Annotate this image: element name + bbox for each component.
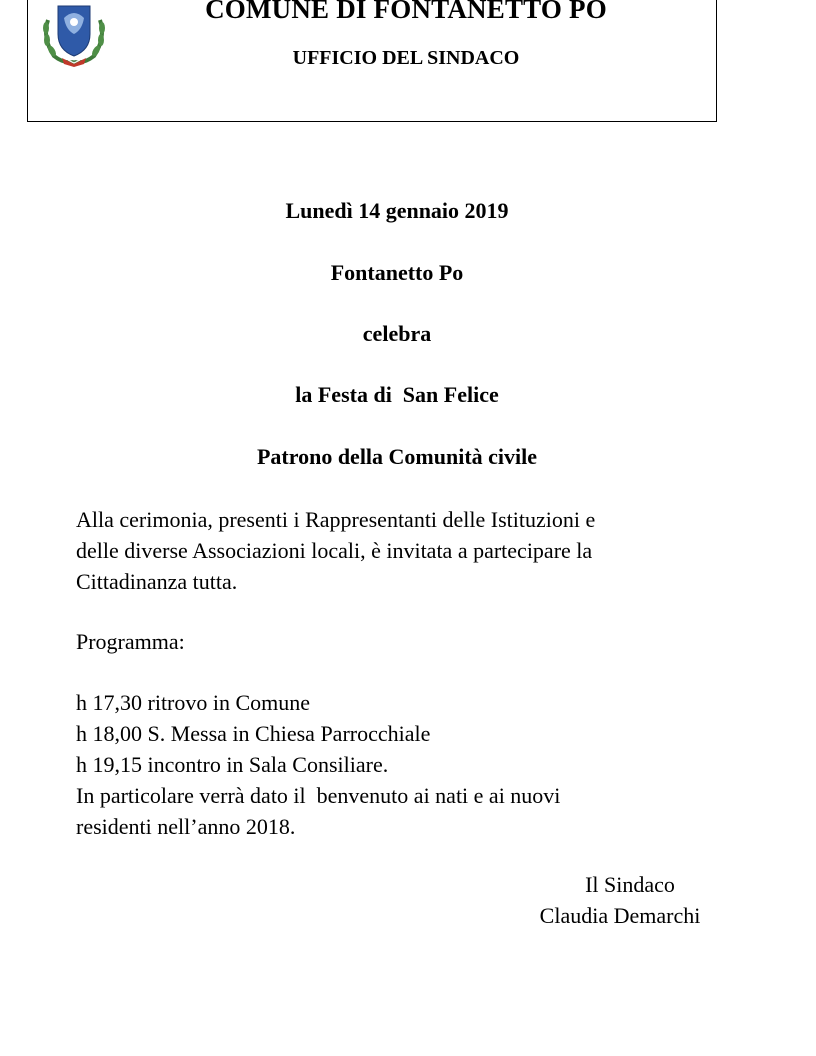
closing-line: In particolare verrà dato il benvenuto ai nati e ai nuovi <box>76 783 561 808</box>
closing-line: residenti nell’anno 2018. <box>76 814 296 839</box>
event-date: Lunedì 14 gennaio 2019 <box>285 198 509 223</box>
comune-title: COMUNE DI FONTANETTO PO <box>205 0 607 24</box>
event-patrono: Patrono della Comunità civile <box>256 444 538 469</box>
intro-paragraph <box>76 504 736 597</box>
signature-role: Il Sindaco <box>585 872 675 897</box>
intro-line: Cittadinanza tutta. <box>76 569 238 594</box>
schedule-item: h 17,30 ritrovo in Comune <box>76 690 311 715</box>
schedule-item: h 19,15 incontro in Sala Consiliare. <box>76 752 389 777</box>
signature-name: Claudia Demarchi <box>539 903 701 928</box>
event-verb: celebra <box>362 321 432 346</box>
schedule-list <box>76 687 736 842</box>
schedule-item: h 18,00 S. Messa in Chiesa Parrocchiale <box>76 721 431 746</box>
event-town: Fontanetto Po <box>330 260 464 285</box>
intro-line: delle diverse Associazioni locali, è invitata a partecipare la <box>76 538 593 563</box>
intro-line: Alla cerimonia, presenti i Rappresentanti delle Istituzioni e <box>76 507 596 532</box>
event-festa: la Festa di San Felice <box>295 382 499 407</box>
programma-label: Programma: <box>76 629 185 654</box>
office-subtitle: UFFICIO DEL SINDACO <box>292 47 520 69</box>
